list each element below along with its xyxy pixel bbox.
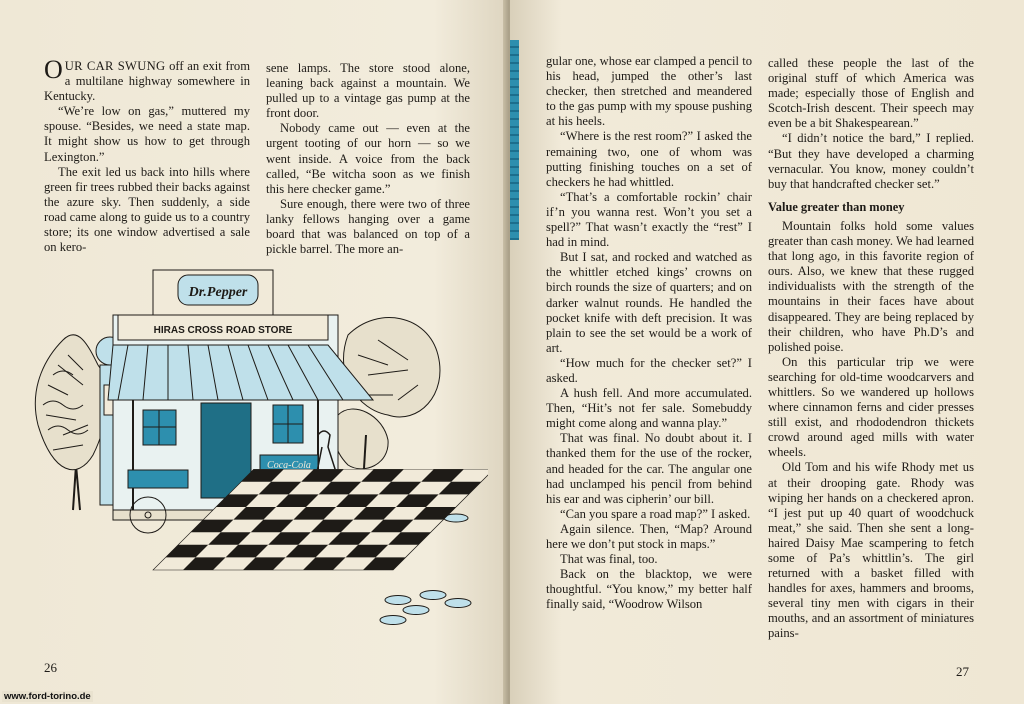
paragraph: Back on the blacktop, we were thoughtful. “You know,” my better half finally said, “Woodrow Wilson [546, 567, 752, 612]
section-heading: Value greater than money [768, 199, 905, 214]
right-page-column-2 [768, 56, 974, 642]
paragraph: Sure enough, there were two of three lanky fellows hanging over a game board that was balanced on top of a pickle barrel. The more an- [266, 196, 470, 257]
paragraph: “How much for the checker set?” I asked. [546, 355, 752, 385]
page-number-right: 27 [956, 664, 969, 679]
paragraph: The exit led us back into hills where green fir trees rubbed their backs against the azure sky. Then suddenly, a side road came along to guide us to a country store; its one window advertised a sale on kero- [44, 164, 250, 255]
paragraph: That was final, too. [560, 552, 658, 567]
opening-smallcaps: UR CAR SWUNG [64, 59, 166, 73]
sign-brand-text: Dr.Pepper [188, 285, 248, 300]
paragraph: That was final. No doubt about it. I thanked them for the use of the rocker, and headed for the car. The angular one had unclamped his pencil from behind his ear and was cipherin’ our bill. [546, 431, 752, 506]
blue-edge-stripe [510, 40, 519, 240]
page-number-left: 26 [44, 660, 57, 675]
paragraph: gular one, whose ear clamped a pencil to his head, jumped the other’s last checker, then stretched and meandered to the gas pump with my spouse pushing at his heels. [546, 54, 752, 129]
paragraph: On this particular trip we were searching for old-time woodcarvers and whittlers. So we wandered up hollows where cinnamon ferns and cider presses still exist, and rhododendron thickets crowd around aged mills with water wheels. [768, 354, 974, 460]
paragraph: “Where is the rest room?” I asked the remaining two, one of whom was putting finishing touches on a set of checkers he had whittled. [546, 129, 752, 189]
sign-cola-text: Coca-Cola [267, 460, 311, 471]
right-tree-drawing [334, 318, 440, 485]
left-page [0, 0, 510, 704]
opening-paragraph [44, 55, 250, 104]
paragraph: sene lamps. The store stood alone, leaning back against a mountain. We pulled up to a vintage gas pump at the front door. [266, 61, 470, 121]
paragraph: Old Tom and his wife Rhody met us at their drooping gate. Rhody was wiping her hands on a checkered apron. “I jest put up 40 quart of woodchuck meat,” she said. Then she sent a long-haired Daisy Mae scampering to fetch some of Pa’s whittlin’s. The girl returned with a basket filled with handles for axes, hammers and brooms, several tiny men with cigars in their mouths, and an assortment of miniatures pains- [768, 460, 974, 641]
paragraph: “That’s a comfortable rockin’ chair if’n you wanna rest. Won’t you set a spell?” That wasn’t exactly the “rest” I had in mind. [546, 189, 752, 250]
right-page [510, 0, 1024, 704]
opening-text: off an exit from a multilane highway somewhere in Kentucky. [44, 59, 250, 104]
paragraph: Again silence. Then, “Map? Around here we don’t put stock in maps.” [546, 521, 752, 551]
sign-store-text: HIRAS CROSS ROAD STORE [153, 325, 293, 336]
left-page-column-2 [266, 61, 470, 257]
paragraph: “I didn’t notice the bard,” I replied. “But they have developed a charming vernacular. You know, money couldn’t buy that handcrafted checker set.” [768, 131, 974, 191]
left-tree-drawing [35, 335, 107, 510]
paragraph: A hush fell. And more accumulated. Then, “Hit’s not fer sale. Somebuddy might come along and wanna play.” [546, 386, 752, 431]
paragraph: “Can you spare a road map?” I asked. [560, 506, 751, 521]
left-page-column-1 [44, 55, 250, 255]
right-page-column-1 [546, 54, 752, 612]
paragraph: Nobody came out — even at the urgent tooting of our horn — so we went inside. A voice from the back called, “Be witcha soon as we finish this here checker game.” [266, 121, 470, 196]
paragraph: “We’re low on gas,” muttered my spouse. “Besides, we need a state map. It might show us how to get through Lexington.” [44, 104, 250, 164]
drop-cap: O [44, 55, 63, 84]
watermark-text: www.ford-torino.de [4, 691, 91, 702]
paragraph: called these people the last of the original stuff of which America was made; especially those of English and Scotch-Irish descent. Their speech may even be a bit Shakespearean.” [768, 56, 974, 131]
paragraph: But I sat, and rocked and watched as the whittler etched kings’ crowns on birch rounds the size of quarters; and on darker walnut rounds. He handled the pocket knife with deft precision. It was plain to see the set would be a work of art. [546, 250, 752, 355]
paragraph: Mountain folks hold some values greater than cash money. We had learned that long ago, in this favorite region of ours. Also, we knew that these rugged individualists with the strength of the mountains in their faces have about disappeared. They are being replaced by their children, who have Ph.D’s and polished poise. [768, 218, 974, 354]
store-illustration [18, 265, 488, 640]
